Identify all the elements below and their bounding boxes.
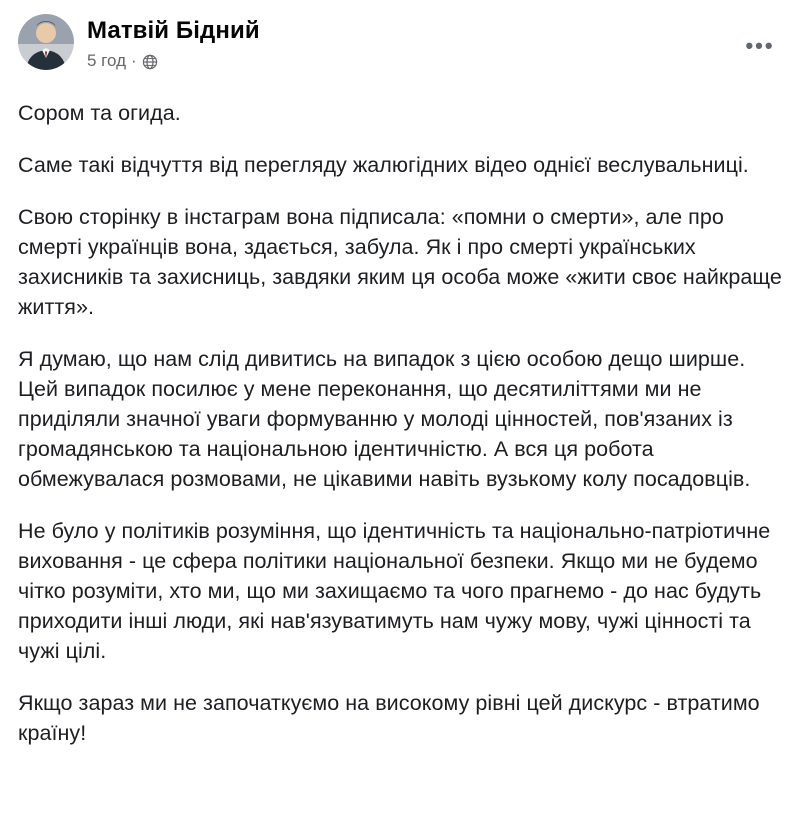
post-paragraph: Не було у політиків розуміння, що ідентичність та національно-патріотичне виховання - це сфера політики національної безпеки. Якщо ми не будемо чітко розуміти, хто ми, що ми захищаємо та чого прагнемо - до нас будуть приходити інші люди, які нав'язуватимуть нам чужу мову, чужі цінності та чужі цілі. xyxy=(18,519,771,663)
post-paragraph: Сором та огида. xyxy=(18,101,181,125)
ellipsis-icon: ••• xyxy=(745,33,775,58)
globe-icon[interactable] xyxy=(142,54,158,70)
post-paragraph: Саме такі відчуття від перегляду жалюгідних відео однієї веслувальниці. xyxy=(18,153,749,177)
post-timestamp[interactable]: 5 год xyxy=(87,51,127,70)
post-body xyxy=(18,80,782,748)
post-paragraph: Якщо зараз ми не започаткуємо на високому рівні цей дискурс - втратимо країну! xyxy=(18,691,760,745)
author-name[interactable]: Матвій Бідний xyxy=(87,17,260,44)
post-paragraph: Свою сторінку в інстаграм вона підписала: «помни о смерти», але про смерті українців вона, здається, забула. Як і про смерті українських захисників та захисниць, завдяки яким ця особа може «жити своє найкраще життя». xyxy=(18,205,782,319)
meta-separator: · xyxy=(131,51,137,70)
post-header-text xyxy=(87,14,260,71)
post-meta xyxy=(87,51,260,71)
more-options-button[interactable] xyxy=(742,28,778,64)
post-header xyxy=(18,14,782,80)
post-paragraph: Я думаю, що нам слід дивитись на випадок з цією особою дещо ширше. Цей випадок посилює у мене переконання, що десятиліттями ми не приділяли значної уваги формуванню у молоді цінностей, пов'язаних із громадянською та національною ідентичністю. А вся ця робота обмежувалася розмовами, не цікавими навіть вузькому колу посадовців. xyxy=(18,347,751,491)
avatar[interactable] xyxy=(18,14,74,70)
